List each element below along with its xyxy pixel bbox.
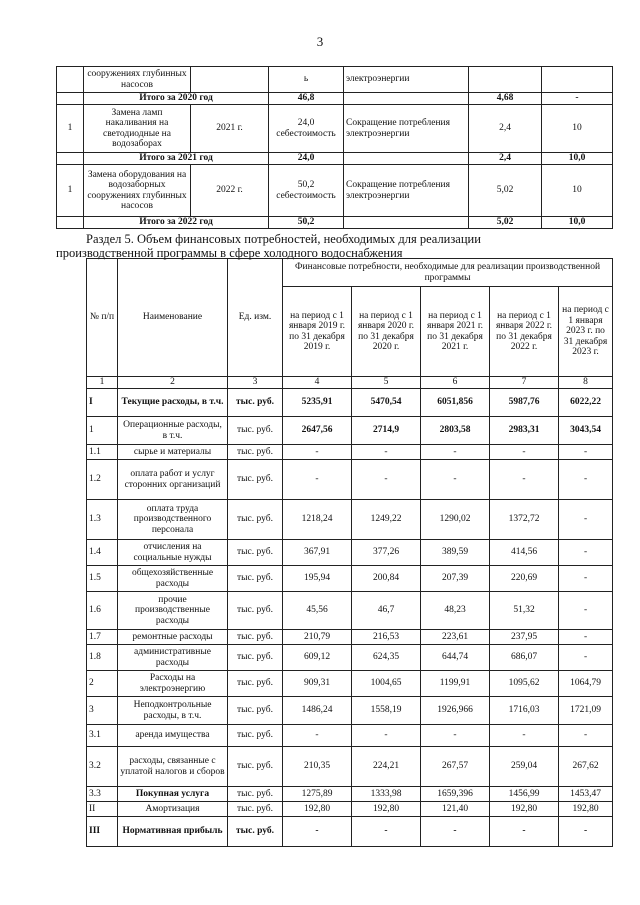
row-value-5: 267,62 xyxy=(559,747,613,787)
row-value-1: 192,80 xyxy=(283,802,352,817)
row-value-4: 237,95 xyxy=(490,630,559,645)
row-unit: тыс. руб. xyxy=(228,802,283,817)
row-value-2: 216,53 xyxy=(352,630,421,645)
measure-value-1 xyxy=(469,67,542,93)
row-value-3: - xyxy=(421,817,490,847)
row-value-5: 1721,09 xyxy=(559,697,613,725)
row-value-2: 377,26 xyxy=(352,540,421,566)
row-value-5: - xyxy=(559,630,613,645)
row-value-2: - xyxy=(352,725,421,747)
row-value-5: - xyxy=(559,445,613,460)
column-number-3: 3 xyxy=(228,377,283,389)
column-number-5: 5 xyxy=(352,377,421,389)
table-row xyxy=(87,802,613,817)
row-number: 1.5 xyxy=(87,566,118,592)
row-value-1: 1486,24 xyxy=(283,697,352,725)
row-value-4: 220,69 xyxy=(490,566,559,592)
period-header-1: на период с 1 января 2019 г. по 31 декабря 2019 г. xyxy=(283,287,352,377)
row-number-cell xyxy=(57,93,84,105)
row-number: 1.2 xyxy=(87,460,118,500)
row-name: Покупная услуга xyxy=(118,787,228,802)
row-value-1: 909,31 xyxy=(283,671,352,697)
row-name: административные расходы xyxy=(118,645,228,671)
measure-row xyxy=(57,67,613,93)
row-number: 3.1 xyxy=(87,725,118,747)
row-value-5: - xyxy=(559,645,613,671)
period-header-5: на период с 1 января 2023 г. по 31 декабря 2023 г. xyxy=(559,287,613,377)
row-number-cell xyxy=(57,67,84,93)
total-value-1: 2,4 xyxy=(469,153,542,165)
row-value-1: - xyxy=(283,725,352,747)
row-unit: тыс. руб. xyxy=(228,592,283,630)
column-number-row xyxy=(87,377,613,389)
row-value-3: - xyxy=(421,460,490,500)
measure-effect: Сокращение потребления электроэнергии xyxy=(344,105,469,153)
row-name: расходы, связанные с уплатой налогов и сборов xyxy=(118,747,228,787)
row-unit: тыс. руб. xyxy=(228,460,283,500)
row-value-3: 1926,966 xyxy=(421,697,490,725)
row-value-5: - xyxy=(559,817,613,847)
total-cost: 46,8 xyxy=(269,93,344,105)
row-value-3: 48,23 xyxy=(421,592,490,630)
row-unit: тыс. руб. xyxy=(228,817,283,847)
row-number-cell: 1 xyxy=(57,105,84,153)
row-value-4: 414,56 xyxy=(490,540,559,566)
row-value-2: - xyxy=(352,445,421,460)
measure-effect: Сокращение потребления электроэнергии xyxy=(344,165,469,217)
total-cost: 50,2 xyxy=(269,217,344,229)
measure-year: 2022 г. xyxy=(191,165,269,217)
row-number: 1.1 xyxy=(87,445,118,460)
total-row xyxy=(57,153,613,165)
row-value-4: 192,80 xyxy=(490,802,559,817)
row-value-2: 46,7 xyxy=(352,592,421,630)
row-value-3: 6051,856 xyxy=(421,389,490,417)
row-value-4: 1095,62 xyxy=(490,671,559,697)
row-name: ремонтные расходы xyxy=(118,630,228,645)
row-value-2: 224,21 xyxy=(352,747,421,787)
row-value-3: 1659,396 xyxy=(421,787,490,802)
row-unit: тыс. руб. xyxy=(228,747,283,787)
column-number-4: 4 xyxy=(283,377,352,389)
row-value-3: 207,39 xyxy=(421,566,490,592)
financial-needs-table xyxy=(86,258,613,847)
period-header-3: на период с 1 января 2021 г. по 31 декабря 2021 г. xyxy=(421,287,490,377)
measure-cost: 24,0 себестоимость xyxy=(269,105,344,153)
header-number: № п/п xyxy=(87,259,118,377)
row-value-2: 624,35 xyxy=(352,645,421,671)
measure-cost: ь xyxy=(269,67,344,93)
row-number: 1.8 xyxy=(87,645,118,671)
row-value-4: 1716,03 xyxy=(490,697,559,725)
row-value-5: 3043,54 xyxy=(559,417,613,445)
row-value-1: 1275,89 xyxy=(283,787,352,802)
row-value-4: 686,07 xyxy=(490,645,559,671)
row-number: 1.6 xyxy=(87,592,118,630)
row-unit: тыс. руб. xyxy=(228,630,283,645)
table-row xyxy=(87,817,613,847)
section-heading xyxy=(56,232,612,260)
total-value-2: 10,0 xyxy=(542,217,613,229)
table-row xyxy=(87,592,613,630)
total-label: Итого за 2020 год xyxy=(84,93,269,105)
column-number-1: 1 xyxy=(87,377,118,389)
row-value-3: 2803,58 xyxy=(421,417,490,445)
period-header-2: на период с 1 января 2020 г. по 31 декабря 2020 г. xyxy=(352,287,421,377)
table-row xyxy=(87,645,613,671)
row-value-4: - xyxy=(490,817,559,847)
financial-needs-body xyxy=(87,389,613,847)
row-name: Текущие расходы, в т.ч. xyxy=(118,389,228,417)
row-value-4: 259,04 xyxy=(490,747,559,787)
row-number: 3.2 xyxy=(87,747,118,787)
row-name: оплата работ и услуг сторонних организаций xyxy=(118,460,228,500)
period-header-4: на период с 1 января 2022 г. по 31 декабря 2022 г. xyxy=(490,287,559,377)
row-name: Амортизация xyxy=(118,802,228,817)
row-number: II xyxy=(87,802,118,817)
total-value-2: - xyxy=(542,93,613,105)
row-number: 1.7 xyxy=(87,630,118,645)
row-unit: тыс. руб. xyxy=(228,500,283,540)
total-effect xyxy=(344,93,469,105)
column-number-8: 8 xyxy=(559,377,613,389)
row-value-5: 1064,79 xyxy=(559,671,613,697)
row-value-2: 1249,22 xyxy=(352,500,421,540)
row-value-4: - xyxy=(490,725,559,747)
row-number-cell xyxy=(57,217,84,229)
row-value-1: 609,12 xyxy=(283,645,352,671)
row-value-3: - xyxy=(421,445,490,460)
row-value-2: 1558,19 xyxy=(352,697,421,725)
section-heading-line2: производственной программы в сфере холодного водоснабжения xyxy=(56,246,403,260)
measure-value-2: 10 xyxy=(542,165,613,217)
row-value-3: 121,40 xyxy=(421,802,490,817)
row-value-5: - xyxy=(559,592,613,630)
row-unit: тыс. руб. xyxy=(228,540,283,566)
row-name: Неподконтрольные расходы, в т.ч. xyxy=(118,697,228,725)
measure-year xyxy=(191,67,269,93)
row-name: аренда имущества xyxy=(118,725,228,747)
table-row xyxy=(87,389,613,417)
measure-year: 2021 г. xyxy=(191,105,269,153)
row-value-1: 367,91 xyxy=(283,540,352,566)
row-value-1: 45,56 xyxy=(283,592,352,630)
measure-row xyxy=(57,105,613,153)
total-row xyxy=(57,217,613,229)
row-value-2: - xyxy=(352,817,421,847)
header-group: Финансовые потребности, необходимые для реализации производственной программы xyxy=(283,259,613,287)
table-row xyxy=(87,725,613,747)
row-value-2: 200,84 xyxy=(352,566,421,592)
row-value-4: - xyxy=(490,445,559,460)
row-value-5: - xyxy=(559,540,613,566)
header-unit: Ед. изм. xyxy=(228,259,283,377)
row-unit: тыс. руб. xyxy=(228,417,283,445)
row-number: 1.4 xyxy=(87,540,118,566)
row-number: 3.3 xyxy=(87,787,118,802)
row-value-5: 192,80 xyxy=(559,802,613,817)
row-unit: тыс. руб. xyxy=(228,566,283,592)
table-row xyxy=(87,671,613,697)
row-name: Расходы на электроэнергию xyxy=(118,671,228,697)
row-value-2: 1333,98 xyxy=(352,787,421,802)
row-value-2: 1004,65 xyxy=(352,671,421,697)
row-unit: тыс. руб. xyxy=(228,787,283,802)
total-row xyxy=(57,93,613,105)
measures-table-body xyxy=(57,67,613,229)
row-value-1: - xyxy=(283,445,352,460)
row-number-cell xyxy=(57,153,84,165)
measure-value-1: 2,4 xyxy=(469,105,542,153)
row-value-3: 223,61 xyxy=(421,630,490,645)
measure-value-2: 10 xyxy=(542,105,613,153)
row-value-1: - xyxy=(283,817,352,847)
row-number: I xyxy=(87,389,118,417)
total-value-1: 5,02 xyxy=(469,217,542,229)
row-unit: тыс. руб. xyxy=(228,645,283,671)
header-name: Наименование xyxy=(118,259,228,377)
row-unit: тыс. руб. xyxy=(228,725,283,747)
row-name: Операционные расходы, в т.ч. xyxy=(118,417,228,445)
row-name: Нормативная прибыль xyxy=(118,817,228,847)
row-value-5: - xyxy=(559,725,613,747)
row-name: отчисления на социальные нужды xyxy=(118,540,228,566)
row-value-3: 1199,91 xyxy=(421,671,490,697)
row-name: сырье и материалы xyxy=(118,445,228,460)
row-value-3: 1290,02 xyxy=(421,500,490,540)
row-value-3: - xyxy=(421,725,490,747)
measure-value-2 xyxy=(542,67,613,93)
table-row xyxy=(87,630,613,645)
total-label: Итого за 2021 год xyxy=(84,153,269,165)
row-unit: тыс. руб. xyxy=(228,445,283,460)
total-value-1: 4,68 xyxy=(469,93,542,105)
row-value-4: 1456,99 xyxy=(490,787,559,802)
column-number-6: 6 xyxy=(421,377,490,389)
total-label: Итого за 2022 год xyxy=(84,217,269,229)
page-number: 3 xyxy=(316,34,324,49)
row-value-1: 1218,24 xyxy=(283,500,352,540)
total-effect xyxy=(344,217,469,229)
measure-cost: 50,2 себестоимость xyxy=(269,165,344,217)
column-number-7: 7 xyxy=(490,377,559,389)
row-number: 2 xyxy=(87,671,118,697)
row-number: 3 xyxy=(87,697,118,725)
row-value-5: - xyxy=(559,566,613,592)
table-row xyxy=(87,566,613,592)
section-heading-line1: Раздел 5. Объем финансовых потребностей, необходимых для реализации xyxy=(86,232,481,246)
row-value-2: 5470,54 xyxy=(352,389,421,417)
column-number-2: 2 xyxy=(118,377,228,389)
row-value-2: - xyxy=(352,460,421,500)
row-value-3: 267,57 xyxy=(421,747,490,787)
measure-name: сооружениях глубинных насосов xyxy=(84,67,191,93)
row-unit: тыс. руб. xyxy=(228,671,283,697)
measure-name: Замена ламп накаливания на светодиодные на водозаборах xyxy=(84,105,191,153)
table-row xyxy=(87,445,613,460)
table-row xyxy=(87,540,613,566)
row-value-4: - xyxy=(490,460,559,500)
row-number: 1 xyxy=(87,417,118,445)
row-value-1: - xyxy=(283,460,352,500)
row-value-1: 5235,91 xyxy=(283,389,352,417)
row-unit: тыс. руб. xyxy=(228,697,283,725)
row-value-5: - xyxy=(559,460,613,500)
row-value-3: 389,59 xyxy=(421,540,490,566)
row-name: прочие производственные расходы xyxy=(118,592,228,630)
row-value-2: 192,80 xyxy=(352,802,421,817)
measure-row xyxy=(57,165,613,217)
table-row xyxy=(87,787,613,802)
row-number: 1.3 xyxy=(87,500,118,540)
row-value-2: 2714,9 xyxy=(352,417,421,445)
measure-effect: электроэнергии xyxy=(344,67,469,93)
measure-value-1: 5,02 xyxy=(469,165,542,217)
table-row xyxy=(87,417,613,445)
row-value-1: 210,35 xyxy=(283,747,352,787)
row-value-4: 51,32 xyxy=(490,592,559,630)
table-row xyxy=(87,697,613,725)
row-number-cell: 1 xyxy=(57,165,84,217)
row-value-4: 1372,72 xyxy=(490,500,559,540)
row-name: оплата труда производственного персонала xyxy=(118,500,228,540)
table-row xyxy=(87,500,613,540)
total-value-2: 10,0 xyxy=(542,153,613,165)
row-value-1: 2647,56 xyxy=(283,417,352,445)
row-number: III xyxy=(87,817,118,847)
row-name: общехозяйственные расходы xyxy=(118,566,228,592)
table-row xyxy=(87,460,613,500)
row-value-1: 210,79 xyxy=(283,630,352,645)
table-row xyxy=(87,747,613,787)
row-value-5: - xyxy=(559,500,613,540)
measures-table xyxy=(56,66,613,229)
total-cost: 24,0 xyxy=(269,153,344,165)
row-unit: тыс. руб. xyxy=(228,389,283,417)
measure-name: Замена оборудования на водозаборных сооружениях глубинных насосов xyxy=(84,165,191,217)
total-effect xyxy=(344,153,469,165)
row-value-3: 644,74 xyxy=(421,645,490,671)
row-value-1: 195,94 xyxy=(283,566,352,592)
row-value-5: 6022,22 xyxy=(559,389,613,417)
row-value-5: 1453,47 xyxy=(559,787,613,802)
row-value-4: 2983,31 xyxy=(490,417,559,445)
row-value-4: 5987,76 xyxy=(490,389,559,417)
